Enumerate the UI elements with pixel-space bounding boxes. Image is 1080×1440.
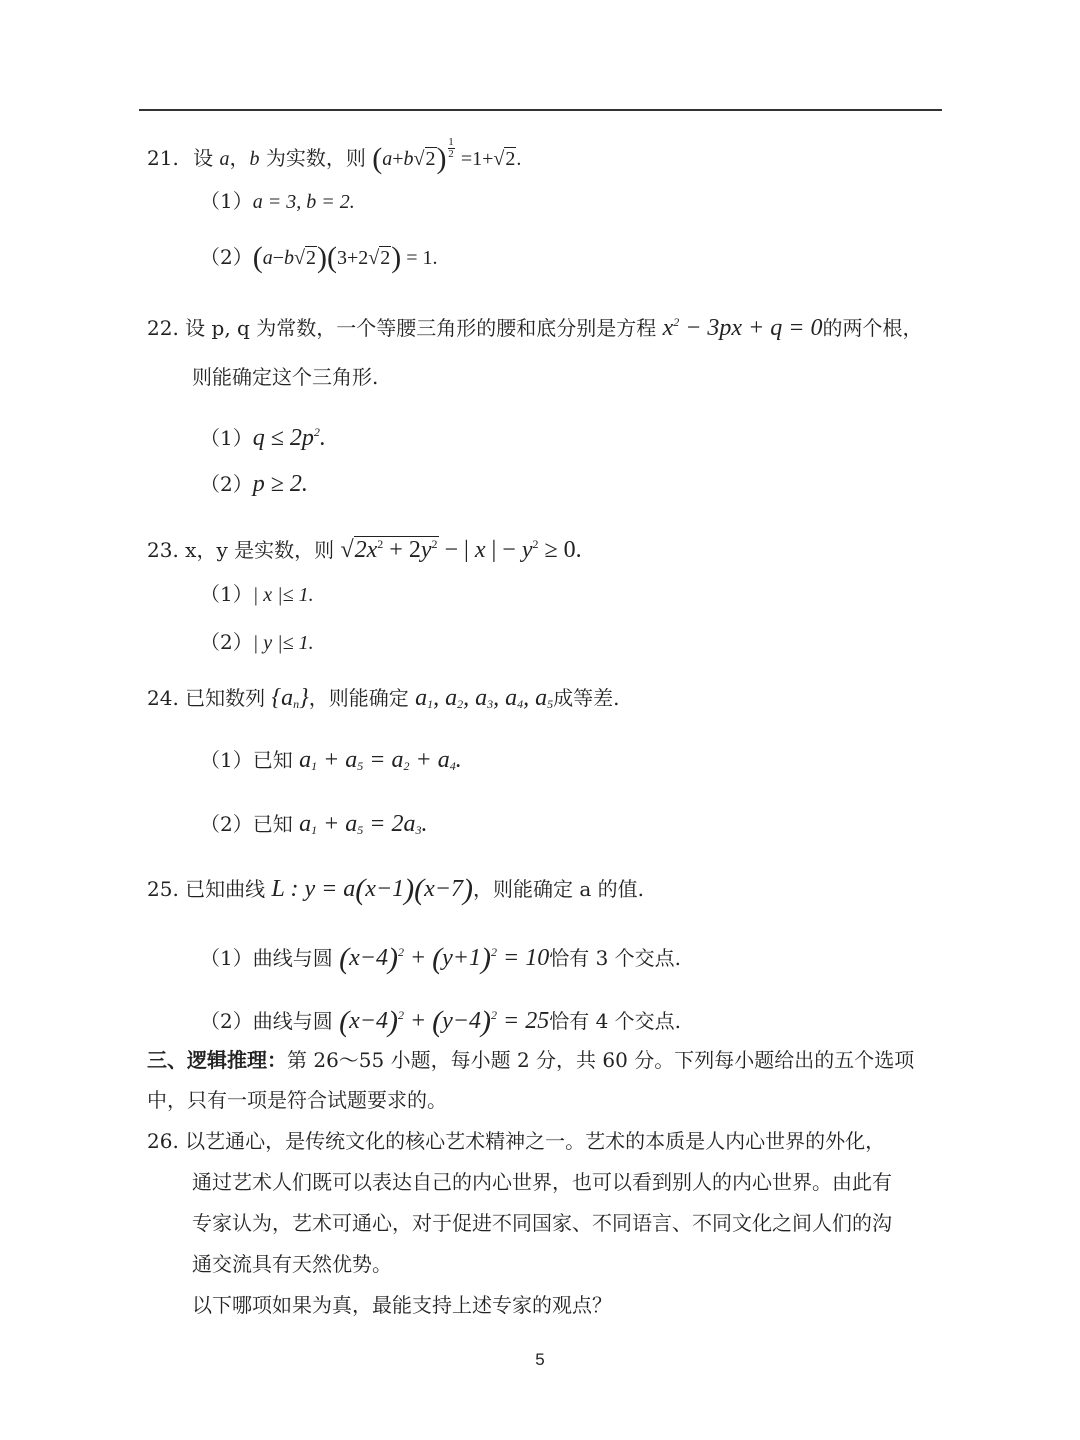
condition-text: a = 3, b = 2.: [252, 191, 355, 213]
question-number: 26.: [147, 1129, 179, 1153]
terms: $a_1$, $a_2$, $a_3$, $a_4$, $a_5$: [415, 685, 554, 711]
expression-rhs: =1+√2.: [460, 148, 522, 170]
condition-expression: $a_1 + a_5 = a_2 + a_4$.: [299, 747, 462, 773]
q22-condition-1: $(1)q \le 2p^2$.: [200, 425, 326, 451]
condition-text: $q \le 2p^2$.: [252, 425, 326, 451]
q25-condition-1: （1）曲线与圆 $(x-4)^2 + (y+1)^2 = 10$恰有 3 个交点.: [200, 942, 682, 975]
question-21: 21. 设 a，b 为实数，则 (a+b√2) $\frac{1}{2}$ =1+√2.: [147, 136, 522, 175]
curve-equation: L : y = a(x−1)(x−7): [271, 873, 474, 906]
q21-condition-1: （1）a = 3, b = 2.: [200, 189, 355, 213]
inequality: $√2x^2 + 2y^2$ − | x | − $y^2 \ge 0$.: [340, 537, 582, 563]
section-3-intro-line2: 中，只有一项是符合试题要求的。: [147, 1088, 447, 1112]
q22-condition-2: （2）p ≥ 2.: [200, 471, 308, 497]
circle-equation: $(x-4)^2 + (y-4)^2 = 25$: [339, 1005, 550, 1038]
question-number: 24.: [147, 686, 179, 710]
page-number: 5: [535, 1350, 545, 1369]
q26-question-prompt: 以下哪项如果为真，最能支持上述专家的观点？: [192, 1293, 612, 1317]
header-rule: [139, 109, 942, 111]
q24-condition-2: （2）已知 $a_1 + a_5 = 2a_3$.: [200, 811, 428, 837]
q26-line-3: 专家认为，艺术可通心，对于促进不同国家、不同语言、不同文化之间人们的沟: [192, 1211, 892, 1235]
q22-continuation: 则能确定这个三角形.: [192, 365, 379, 389]
condition-text: | y |≤ 1.: [252, 632, 314, 654]
question-24: 24. 已知数列 $\{a_n\}$，则能确定 $a_1$, $a_2$, $a_3$, $a_4$, $a_5$成等差.: [147, 685, 620, 711]
q26-line-4: 通交流具有天然优势。: [192, 1252, 392, 1276]
section-3-intro: 三、逻辑推理：第 26～55 小题，每小题 2 分，共 60 分。下列每小题给出的五个选项: [147, 1048, 915, 1072]
question-23: 23. x，y 是实数，则 $√2x^2 + 2y^2$ − | x | − $y^2 \ge 0$.: [147, 537, 582, 563]
section-heading: 三、逻辑推理：: [147, 1048, 287, 1072]
q24-condition-1: （1）已知 $a_1 + a_5 = a_2 + a_4$.: [200, 747, 462, 773]
question-number: 21.: [147, 146, 179, 170]
question-22: 22. 设 p, q 为常数，一个等腰三角形的腰和底分别是方程 $x^2 - 3px + q = 0$的两个根，: [147, 315, 923, 341]
q23-condition-2: （2）| y |≤ 1.: [200, 630, 314, 654]
q23-condition-1: （1）| x |≤ 1.: [200, 582, 314, 606]
condition-text: | x |≤ 1.: [252, 584, 314, 606]
condition-text: p ≥ 2.: [252, 471, 308, 497]
condition-expression: (a−b√2)(3+2√2) = 1.: [252, 241, 438, 274]
expression-lhs: (a+b√2) $\frac{1}{2}$: [372, 136, 454, 175]
q25-condition-2: （2）曲线与圆 $(x-4)^2 + (y-4)^2 = 25$恰有 4 个交点.: [200, 1005, 682, 1038]
equation: $x^2 - 3px + q = 0$: [662, 315, 823, 341]
circle-equation: $(x-4)^2 + (y+1)^2 = 10$: [339, 942, 550, 975]
question-26: 26. 以艺通心，是传统文化的核心艺术精神之一。艺术的本质是人内心世界的外化，: [147, 1129, 886, 1153]
sequence: $\{a_n\}$: [271, 685, 309, 711]
question-number: 22.: [147, 316, 179, 340]
q21-condition-2: （2）(a−b√2)(3+2√2) = 1.: [200, 241, 438, 274]
question-number: 23.: [147, 538, 179, 562]
q26-line-2: 通过艺术人们既可以表达自己的内心世界，也可以看到别人的内心世界。由此有: [192, 1170, 892, 1194]
question-number: 25.: [147, 877, 179, 901]
exponent-fraction: $\frac{1}{2}$: [448, 136, 454, 160]
question-25: 25. 已知曲线 L : y = a(x−1)(x−7)，则能确定 a 的值.: [147, 873, 645, 906]
condition-expression: $a_1 + a_5 = 2a_3$.: [299, 811, 428, 837]
